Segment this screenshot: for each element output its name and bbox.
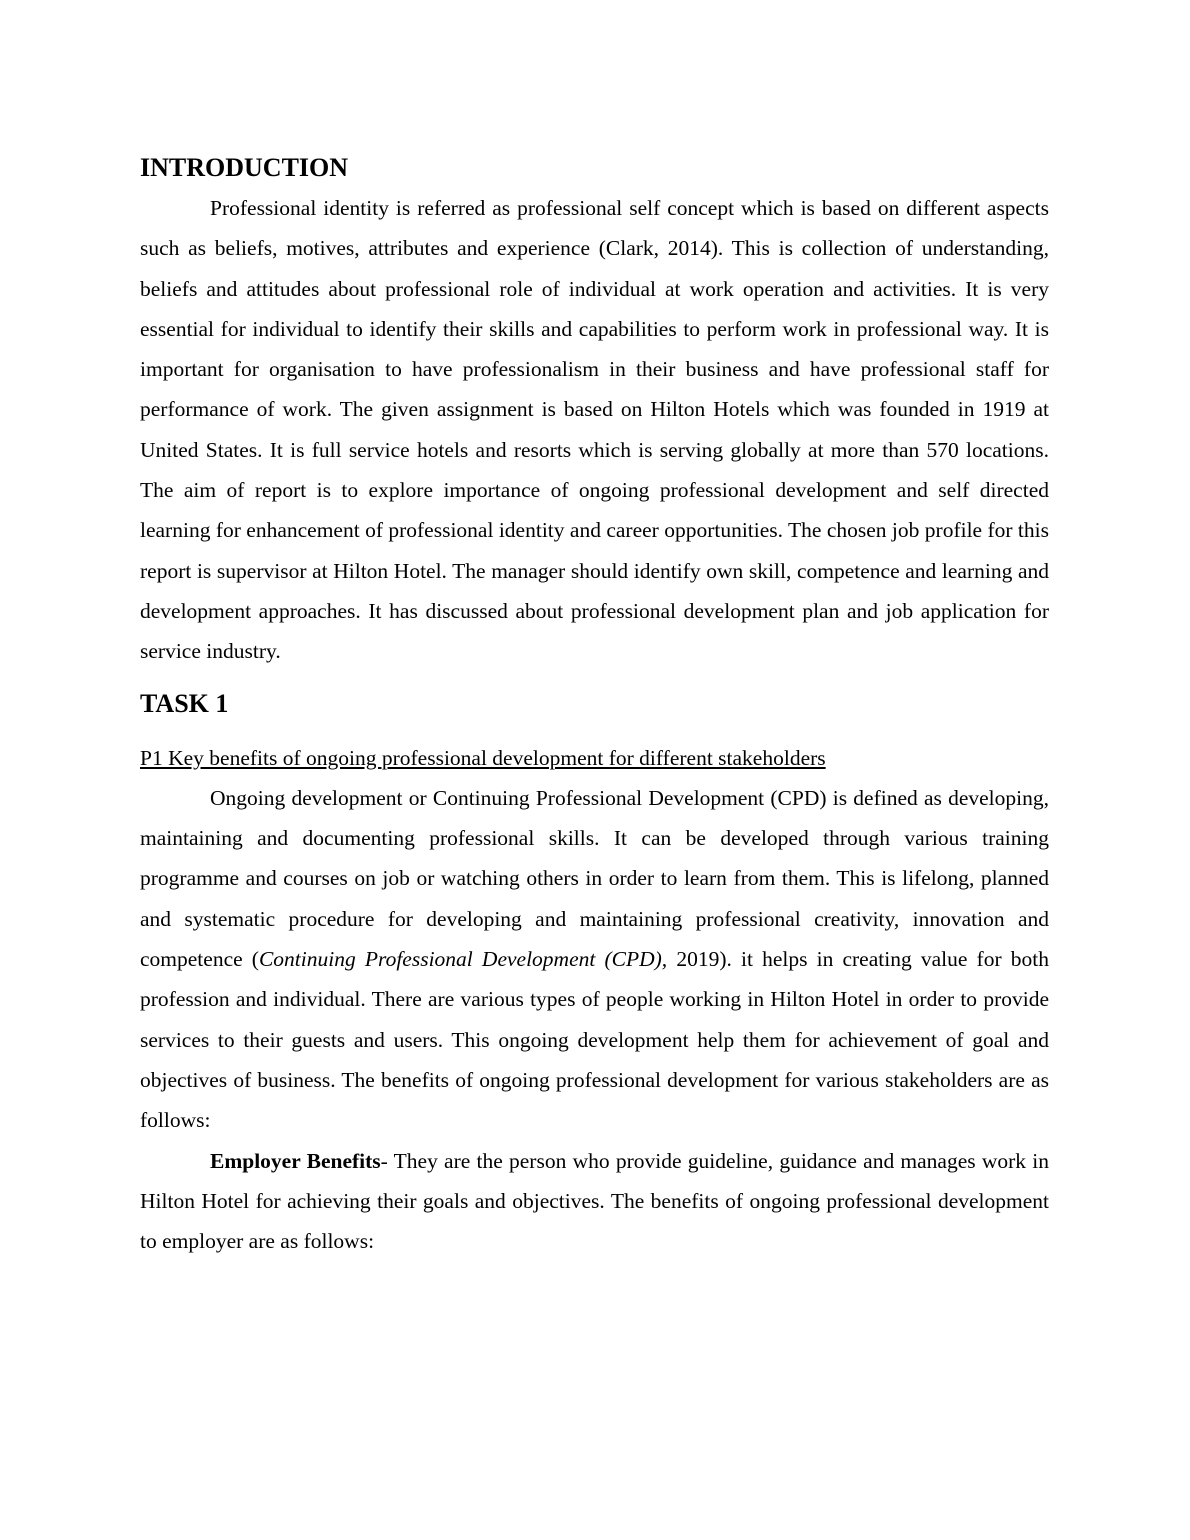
employer-benefits-label: Employer Benefits [210, 1148, 381, 1173]
cpd-citation: Continuing Professional Development (CPD), [258, 947, 668, 972]
p1-subheading: P1 Key benefits of ongoing professional development for different stakeholders [140, 745, 826, 770]
task-1-heading: TASK 1 [140, 688, 229, 718]
cpd-paragraph [140, 778, 1049, 1141]
introduction-paragraph: Professional identity is referred as professional self concept which is based on different aspects such as beliefs, motives, attributes and experience (Clark, 2014). This is collection of understanding, beliefs and attitudes about professional role of individual at work operation and activities. It is very essential for individual to identify their skills and capabilities to perform work in professional way. It is important for organisation to have professionalism in their business and have professional staff for performance of work. The given assignment is based on Hilton Hotels which was founded in 1919 at United States. It is full service hotels and resorts which is serving globally at more than 570 locations. The aim of report is to explore importance of ongoing professional development and self directed learning for enhancement of professional identity and career opportunities. The chosen job profile for this report is supervisor at Hilton Hotel. The manager should identify own skill, competence and learning and development approaches. It has discussed about professional development plan and job application for service industry. [140, 196, 1049, 664]
cpd-paragraph-text-2: 2019). it helps in creating value for both profession and individual. There are various types of people working in Hilton Hotel in order to provide services to their guests and users. This ongoing development help them for achievement of goal and objectives of business. The benefits of ongoing professional development for various stakeholders are as follows: [140, 947, 1049, 1133]
introduction-heading: INTRODUCTION [140, 153, 349, 182]
employer-benefits-paragraph [140, 1141, 1049, 1262]
employer-benefits-text: - They are the person who provide guideline, guidance and manages work in Hilton Hotel for achieving their goals and objectives. The benefits of ongoing professional development to employer are as follows: [140, 1148, 1050, 1254]
cpd-paragraph-text-1: Ongoing development or Continuing Professional Development (CPD) is defined as developing, maintaining and documenting professional skills. It can be developed through various training programme and courses on job or watching others in order to learn from them. This is lifelong, planned and systematic procedure for developing and maintaining professional creativity, innovation and competence ( [140, 785, 1049, 972]
document-page [140, 148, 1049, 1261]
